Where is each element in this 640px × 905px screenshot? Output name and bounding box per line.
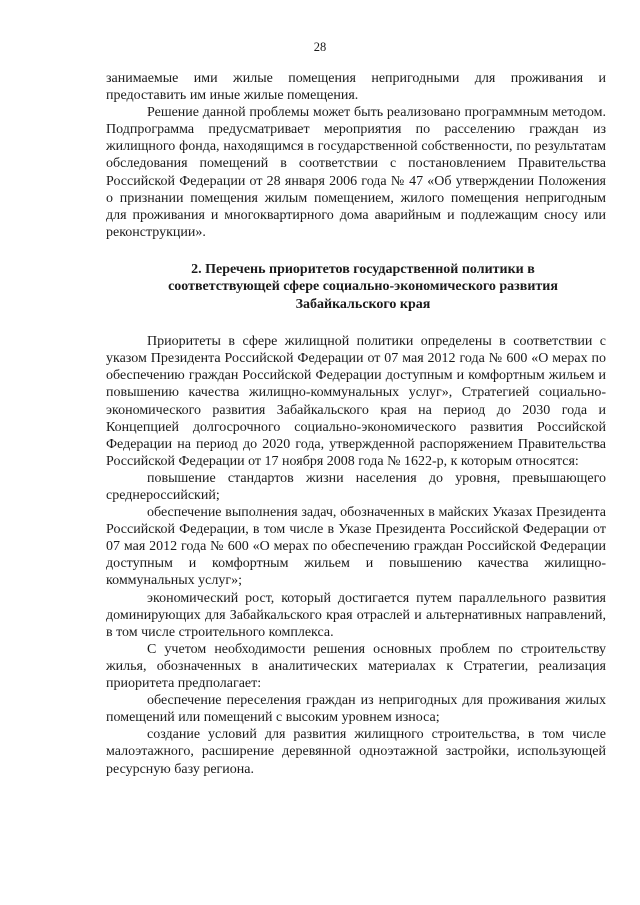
paragraph: занимаемые ими жилые помещения непригодными для проживания и предоставить им иные жилые помещения. (106, 71, 606, 104)
list-item: обеспечение выполнения задач, обозначенных в майских Указах Президента Российской Федерации, в том числе в Указе Президента Российской Федерации от 07 мая 2012 года № 600 «О мерах по обеспечению граждан Российской Федерации доступным и комфортным жильем и повышению качества жилищно-коммунальных услуг»; (106, 505, 606, 589)
section-heading-line: Забайкальского края (295, 296, 431, 312)
paragraph: Решение данной проблемы может быть реализовано программным методом. Подпрограмма предусматривает мероприятия по расселению граждан из жилищного фонда, находящимся в государственной собственности, по результатам обследования помещений в соответствии с постановлением Правительства Российской Федерации от 28 января 2006 года № 47 «Об утверждении Положения о признании помещения жилым помещением, жилого помещения непригодным для проживания и многоквартирного дома аварийным и подлежащим сносу или реконструкции». (106, 105, 606, 240)
list-item: экономический рост, который достигается путем параллельного развития доминирующих для Забайкальского края отраслей и альтернативных направлений, в том числе строительного комплекса. (106, 590, 606, 640)
page-number: 28 (313, 40, 327, 54)
section-heading-line: 2. Перечень приоритетов государственной политики в (191, 261, 535, 277)
section-heading-line: соответствующей сфере социально-экономического развития (168, 279, 558, 295)
document-body (106, 70, 606, 778)
list-item: повышение стандартов жизни населения до уровня, превышающего среднероссийский; (106, 470, 606, 503)
section-heading (106, 261, 606, 313)
list-item: обеспечение переселения граждан из непригодных для проживания жилых помещений или помещений с высоким уровнем износа; (106, 693, 606, 726)
paragraph: С учетом необходимости решения основных проблем по строительству жилья, обозначенных в аналитических материалах к Стратегии, реализация приоритета предполагает: (106, 641, 606, 692)
list-item: создание условий для развития жилищного строительства, в том числе малоэтажного, расширение деревянной одноэтажной застройки, использующей ресурсную базу региона. (106, 727, 606, 777)
paragraph: Приоритеты в сфере жилищной политики определены в соответствии с указом Президента Российской Федерации от 07 мая 2012 года № 600 «О мерах по обеспечению граждан Российской Федерации доступным и комфортным жильем и повышению качества жилищно-коммунальных услуг», Стратегией социально-экономического развития Забайкальского края на период до 2030 года и Концепцией долгосрочного социально-экономического развития Российской Федерации на период до 2020 года, утвержденной распоряжением Правительства Российской Федерации от 17 ноября 2008 года № 1622-р, к которым относятся: (106, 334, 606, 469)
